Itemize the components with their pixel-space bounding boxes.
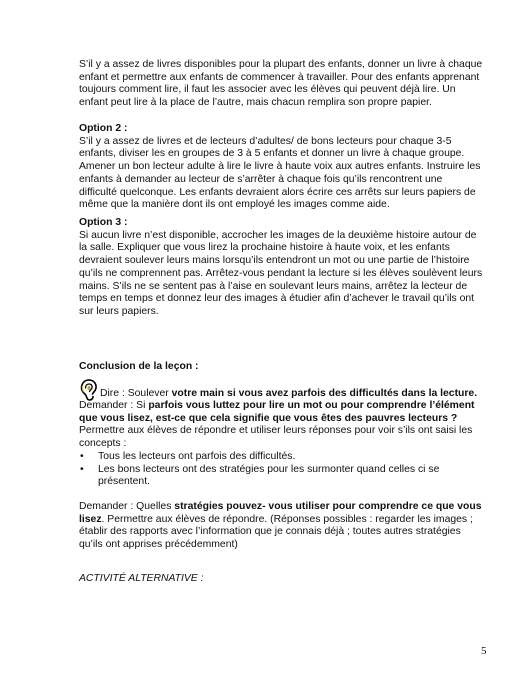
text-line: S’il y a assez de livres disponibles pour la plupart des enfants, donner un livre à chaque	[79, 59, 483, 70]
dire-prefix: Dire : Soulever	[100, 388, 172, 399]
demander-2-rest: . Permettre aux élèves de répondre. (Réponses possibles : regarder les images ;	[101, 513, 473, 525]
demander-1-prefix: Demander : Si	[79, 400, 149, 411]
conclusion-dire-line	[79, 388, 499, 401]
intro-paragraph	[79, 59, 483, 110]
option-3-section	[79, 217, 483, 319]
demander-2-bold-b: lisez	[79, 513, 102, 525]
list-item-text: Les bons lecteurs ont des stratégies pour les surmonter quand celles ci se	[98, 463, 440, 475]
option-3-heading: Option 3 :	[79, 217, 128, 228]
text-line: établir des rapports avec l’information que je connais déjà ; toutes autres stratégies	[79, 526, 461, 538]
text-line: Permettre aux élèves de répondre et utiliser leurs réponses pour voir s’ils ont saisi les	[79, 425, 473, 437]
text-line: même que la manière dont ils ont employé les images comme aide.	[79, 199, 390, 211]
text-line: difficulté quelconque. Les enfants devraient alors écrire ces arrêts sur leurs papiers de	[79, 186, 476, 198]
list-item-text: Tous les lecteurs ont parfois des difficultés.	[98, 451, 296, 462]
demander-1-bold-b: que vous lisez, est-ce que cela signifie que vous êtes des pauvres lecteurs ?	[79, 412, 458, 424]
bullet-icon: •	[80, 463, 84, 475]
option-2-heading: Option 2 :	[79, 123, 128, 134]
list-item	[79, 451, 489, 464]
text-line: Si aucun livre n’est disponible, accrocher les images de la deuxième histoire autour de	[79, 229, 477, 241]
text-line: enfant peut lire à la place de l’autre, mais chacun remplira son propre papier.	[79, 97, 432, 109]
list-item	[79, 464, 489, 489]
text-line: qu’ils ont apprises précédemment)	[79, 539, 238, 551]
text-line: S’il y a assez de livres et de lecteurs d’adultes/ de bons lecteurs pour chaque 3-5	[79, 135, 452, 147]
text-line: la salle. Expliquer que vous lirez la prochaine histoire à haute voix, et les enfants	[79, 242, 450, 254]
alternative-heading: ACTIVITÉ ALTERNATIVE :	[79, 573, 204, 584]
text-line: devraient soulever leurs mains lorsqu’ils entendront un mot ou une partie de l’histoire	[79, 255, 470, 267]
text-line: enfants à demander au lecteur de s’arrêter à chaque fois qu’ils rencontrent une	[79, 173, 443, 185]
text-line: mains. S’ils ne se sentent pas à l’aise en soulevant leurs mains, arrêtez la lecteur de	[79, 280, 468, 292]
text-line: sur leurs papiers.	[79, 305, 159, 317]
dire-bold: votre main si vous avez parfois des difficultés dans la lecture.	[171, 388, 478, 399]
text-line: toujours comment lire, il faut les associer avec les élèves qui peuvent déjà lire. Un	[79, 84, 456, 96]
text-line: qu’ils ne comprennent pas. Arrêtez-vous pendant la lecture si les élèves soulèvent leurs	[79, 267, 483, 279]
demander-2-line	[79, 501, 499, 514]
text-line: enfant et permettre aux enfants de commencer à travailler. Pour des enfants apprenant	[79, 71, 480, 83]
bullet-icon: •	[80, 451, 84, 462]
demander-2-prefix: Demander : Quelles	[79, 501, 175, 512]
option-2-section	[79, 123, 479, 212]
demander-2-bold-a: stratégies pouvez- vous utiliser pour comprendre ce que vous	[174, 501, 482, 512]
demander-1-line	[79, 400, 499, 413]
conclusion-heading-block	[79, 361, 479, 374]
list-item-text: présentent.	[98, 476, 150, 488]
demander-1-bold-a: parfois vous luttez pour lire un mot ou pour comprendre l’élément	[148, 400, 475, 411]
page-number: 5	[481, 645, 487, 657]
demander-2-line-2	[79, 514, 499, 527]
conclusion-demander-1	[79, 400, 499, 451]
text-line: enfants, diviser les en groupes de 3 à 5 enfants et donner un livre à chaque groupe.	[79, 148, 465, 160]
conclusion-bullet-list	[79, 451, 489, 489]
text-line: Amener un bon lecteur adulte à lire le livre à haute voix aux autres enfants. Instruire les	[79, 161, 481, 173]
text-line: concepts :	[79, 438, 127, 450]
text-line: temps en temps et donnez leur des images à étudier afin d’achever le travail qu’ils ont	[79, 293, 475, 305]
dire-line	[79, 388, 499, 401]
alternative-block	[79, 573, 479, 586]
conclusion-heading: Conclusion de la leçon :	[79, 361, 199, 372]
conclusion-demander-2	[79, 501, 499, 552]
